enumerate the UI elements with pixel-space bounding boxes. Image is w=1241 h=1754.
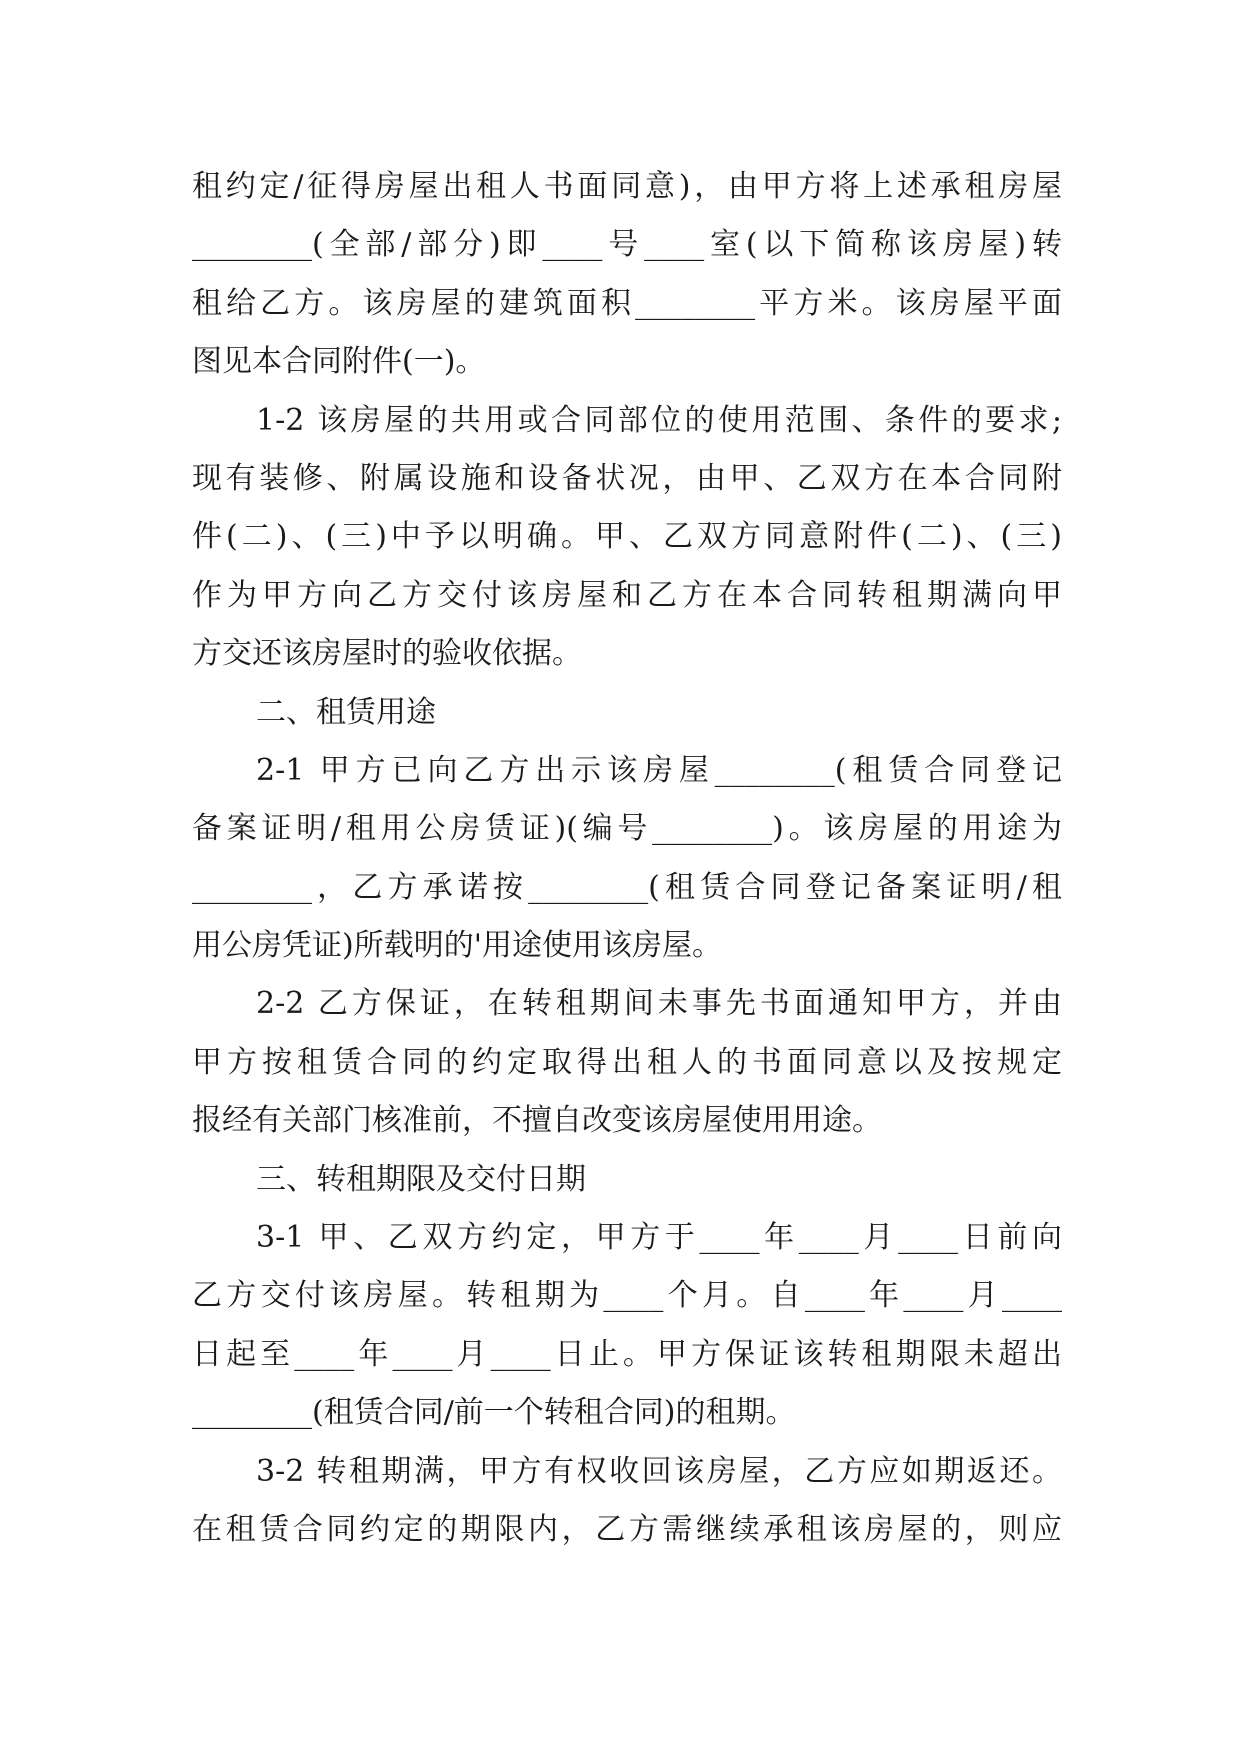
text-line: 方交还该房屋时的验收依据。 (192, 636, 582, 672)
text-line: 2-1 甲方已向乙方出示该房屋________(租赁合同登记 (256, 752, 1062, 788)
text-line: 3-1 甲、乙双方约定，甲方于____年____月____日前向 (256, 1220, 1062, 1256)
text-line: 日起至____年____月____日止。甲方保证该转租期限未超出 (192, 1336, 1062, 1372)
text-line: 报经有关部门核准前，不擅自改变该房屋使用用途。 (192, 1103, 882, 1139)
text-line: ________，乙方承诺按________(租赁合同登记备案证明/租 (192, 869, 1062, 905)
section-heading: 二、租赁用途 (256, 694, 436, 730)
text-line: 租约定/征得房屋出租人书面同意)，由甲方将上述承租房屋 (192, 169, 1062, 204)
text-line: ________(租赁合同/前一个转租合同)的租期。 (192, 1395, 796, 1431)
document-body (192, 158, 1062, 1559)
text-line: 图见本合同附件(一)。 (192, 344, 486, 380)
text-line: 乙方交付该房屋。转租期为____个月。自____年____月____ (192, 1278, 1062, 1314)
text-line: 作为甲方向乙方交付该房屋和乙方在本合同转租期满向甲 (192, 577, 1062, 613)
text-line: 用公房凭证)所载明的'用途使用该房屋。 (192, 928, 722, 964)
text-line: 件(二)、(三)中予以明确。甲、乙双方同意附件(二)、(三) (192, 519, 1062, 555)
text-line: 2-2 乙方保证，在转租期间未事先书面通知甲方，并由 (256, 986, 1062, 1022)
section-heading: 三、转租期限及交付日期 (256, 1161, 586, 1197)
text-line: 备案证明/租用公房赁证)(编号________)。该房屋的用途为 (192, 811, 1062, 847)
text-line: 甲方按租赁合同的约定取得出租人的书面同意以及按规定 (192, 1044, 1062, 1080)
text-line: 在租赁合同约定的期限内，乙方需继续承租该房屋的，则应 (192, 1511, 1062, 1547)
text-line: 1-2 该房屋的共用或合同部位的使用范围、条件的要求; (256, 402, 1062, 438)
text-line: ________(全部/部分)即____号____室(以下简称该房屋)转 (192, 227, 1062, 263)
text-line: 3-2 转租期满，甲方有权收回该房屋，乙方应如期返还。 (256, 1453, 1062, 1489)
text-line: 租给乙方。该房屋的建筑面积________平方米。该房屋平面 (192, 285, 1062, 321)
text-line: 现有装修、附属设施和设备状况，由甲、乙双方在本合同附 (192, 460, 1062, 496)
